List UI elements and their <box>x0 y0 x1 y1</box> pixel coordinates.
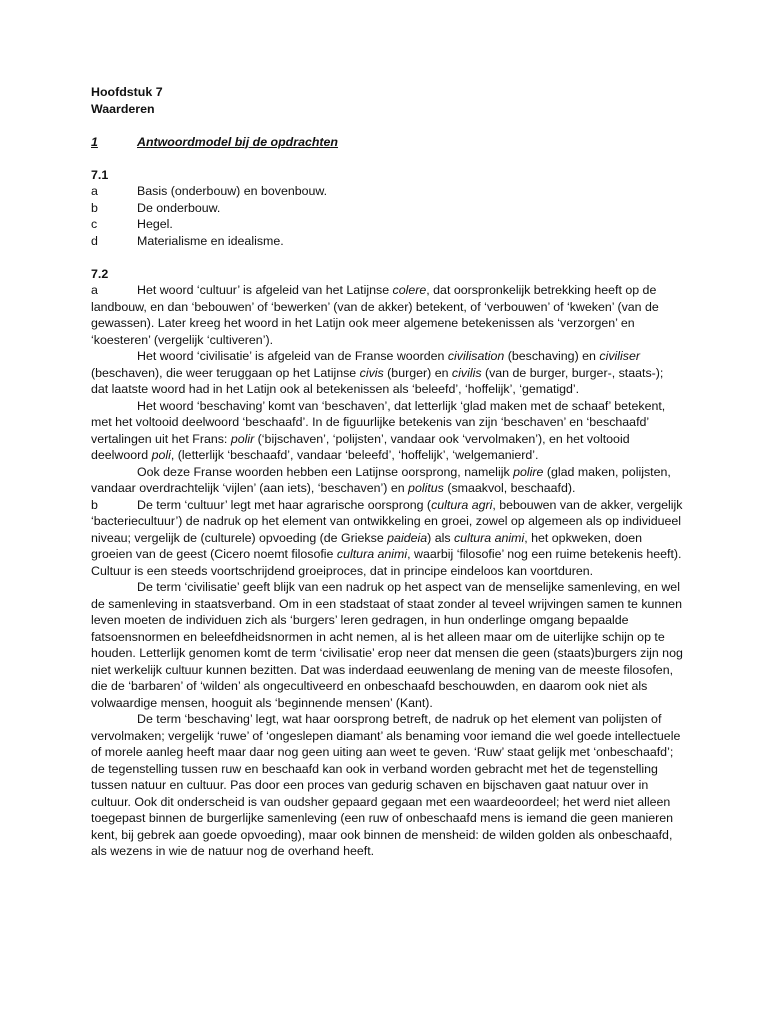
section-number: 1 <box>91 134 98 149</box>
french-term: civilisation <box>447 349 505 363</box>
chapter-title: Hoofdstuk 7 <box>91 85 163 99</box>
paragraph-text: , het opkweken, doen groeien van de geest (Cicero noemt filosofie <box>91 530 643 561</box>
paragraph-beschaving-polijsten: De term ‘beschaving’ legt, wat haar oorsprong betreft, de nadruk op het element van polijsten of vervolmaken; vergelijk ‘ruwe’ of ‘ongeslepen diamant’ als benaming voor iemand die wel goede intellectuele of morele aanleg heeft maar daar nog geen uiting aan weet te geven. ‘Ruw’ staat gelijk met ‘onbeschaafd’; de tegenstelling tussen ruw en beschaafd kan ook in verband worden gebracht met het de tegenstelling tussen natuur en cultuur. Pas door een proces van gedurig schaven en bijschaven gaat natuur over in cultuur. Ook dit onderscheid is van oudsher gepaard gegaan met een waardeoordeel; het werd niet alleen toegepast binnen de burgerlijke samenleving (een ruw of onbeschaafd mens is iemand die geen manieren kent, bij gebrek aan goede opvoeding), maar ook binnen de mensheid: de wilden golden als onbeschaafd, als wezens in wie de natuur nog de overhand heeft. <box>91 712 681 858</box>
latin-term: cultura agri <box>431 497 493 512</box>
paragraph-latijnse-oorsprong <box>91 464 683 497</box>
paragraph-text: , (letterlijk ‘beschaafd’, vandaar ‘beleefd’, ‘hoffelijk’, ‘welgemanierd’. <box>170 448 539 462</box>
answer-text: De onderbouw. <box>137 200 221 215</box>
paragraph-civilisatie-samenleving: De term ‘civilisatie’ geeft blijk van een nadruk op het aspect van de menselijke samenleving, en wel de samenleving in staatsverband. Om in een stadstaat of staat zonder al teveel wrijvingen samen te kunnen leven moeten de individuen zich als ‘burgers’ leren gedragen, in hun onderlinge omgang bepaalde fatsoensnormen en beleefdheidsnormen in acht nemen, al is het alleen maar om de uiterlijke schijn op te houden. Letterlijk genomen komt de term ‘civilisatie’ erop neer dat mensen die geen (staats)burgers zijn nog niet werkelijk cultuur kunnen bezitten. Dat was inderdaad eeuwenlang de mening van de meeste filosofen, die de ‘barbaren’ of ‘wilden’ als ongecultiveerd en onbeschaafd beschouwden, en daarom ook niet als volwaardige mensen, hooguit als ‘beginnende mensen’ (Kant). <box>91 580 683 710</box>
latin-term: civis <box>359 365 384 380</box>
paragraph-text: (beschaven), die weer teruggaan op het Latijnse <box>91 365 360 380</box>
paragraph-text: Het woord ‘civilisatie’ is afgeleid van de Franse woorden <box>137 349 448 363</box>
answer-text: Basis (onderbouw) en bovenbouw. <box>137 184 328 198</box>
latin-term: colere <box>392 283 427 297</box>
paragraph-7-2-b-cultuur <box>91 497 683 580</box>
answer-item <box>91 200 683 217</box>
question-7-1-label: 7.1 <box>91 167 109 182</box>
chapter-subtitle: Waarderen <box>91 101 155 116</box>
french-term: poli <box>151 448 171 462</box>
answer-item <box>91 216 683 233</box>
paragraph-beschaving <box>91 398 683 464</box>
paragraph-text: Het woord ‘cultuur’ is afgeleid van het Latijnse <box>137 283 393 297</box>
paragraph-7-2-a-cultuur <box>91 282 683 348</box>
answer-item <box>91 233 683 250</box>
answer-item <box>91 183 683 200</box>
answer-letter: a <box>91 283 98 297</box>
answer-letter: d <box>91 233 98 248</box>
latin-term: cultura animi <box>336 547 408 561</box>
answer-text: Materialisme en idealisme. <box>137 233 284 248</box>
latin-term: polire <box>513 464 544 479</box>
latin-term: politus <box>408 481 444 495</box>
section-title: Antwoordmodel bij de opdrachten <box>137 134 339 149</box>
latin-term: cultura animi <box>453 530 525 545</box>
french-term: civiliser <box>599 349 640 363</box>
paragraph-text: (burger) en <box>383 365 452 380</box>
paragraph-text: , bebouwen van de akker, vergelijk ‘bacteriecultuur’) de nadruk op het element van ontwikkeling en groei, zowel op algemeen als op individueel niveau; vergelijk de (culturele) opvoeding (de Griekse <box>91 497 683 545</box>
answer-text: Hegel. <box>137 217 173 231</box>
paragraph-text: ) als <box>427 530 454 545</box>
section-heading <box>91 134 683 151</box>
paragraph-text: De term ‘cultuur’ legt met haar agrarische oorsprong ( <box>137 497 432 512</box>
question-7-2-label: 7.2 <box>91 266 109 281</box>
paragraph-civilisatie <box>91 348 683 398</box>
paragraph-text: (beschaving) en <box>504 349 600 363</box>
paragraph-text: (van de burger, burger-, staats-); dat laatste woord had in het Latijn ook al betekenissen als ‘beleefd’, ‘hoffelijk’, ‘gematigd’. <box>91 365 664 396</box>
answer-letter: b <box>91 497 98 512</box>
paragraph-text: (glad maken, polijsten, vandaar overdrachtelijk ‘vijlen’ (aan iets), ‘beschaven’) en <box>91 464 671 495</box>
greek-term: paideia <box>387 530 428 545</box>
paragraph-text: , waarbij ‘filosofie’ nog een ruime betekenis heeft). Cultuur is een steeds voortschrijdend groeiproces, dat in principe eindeloos kan voortduren. <box>91 547 682 578</box>
latin-term: civilis <box>451 365 482 380</box>
paragraph-text: , dat oorspronkelijk betrekking heeft op de landbouw, en dan ‘bebouwen’ of ‘bewerken’ (van de akker) betekent, of ‘verbouwen’ of ‘kweken’ (van de gewassen). Later kreeg het woord in het Latijn ook meer algemene betekenissen als ‘verzorgen’ en ‘koesteren’ (vergelijk ‘cultiveren’). <box>91 283 659 347</box>
answer-letter: b <box>91 200 98 215</box>
paragraph-text: (‘bijschaven’, ‘polijsten’, vandaar ook ‘vervolmaken’), en het voltooid deelwoord <box>91 431 630 462</box>
french-term: polir <box>230 431 255 446</box>
paragraph-text: Ook deze Franse woorden hebben een Latijnse oorsprong, namelijk <box>137 464 514 479</box>
paragraph-text: (smaakvol, beschaafd). <box>443 481 576 495</box>
paragraph-text: Het woord ‘beschaving’ komt van ‘beschaven’, dat letterlijk ‘glad maken met de schaaf’ betekent, met het voltooid deelwoord ‘beschaafd’. In de figuurlijke betekenis van zijn ‘beschaven’ en ‘beschaafd’ vertalingen uit het Frans: <box>91 398 666 446</box>
answer-letter: a <box>91 184 98 198</box>
answer-letter: c <box>91 217 98 231</box>
